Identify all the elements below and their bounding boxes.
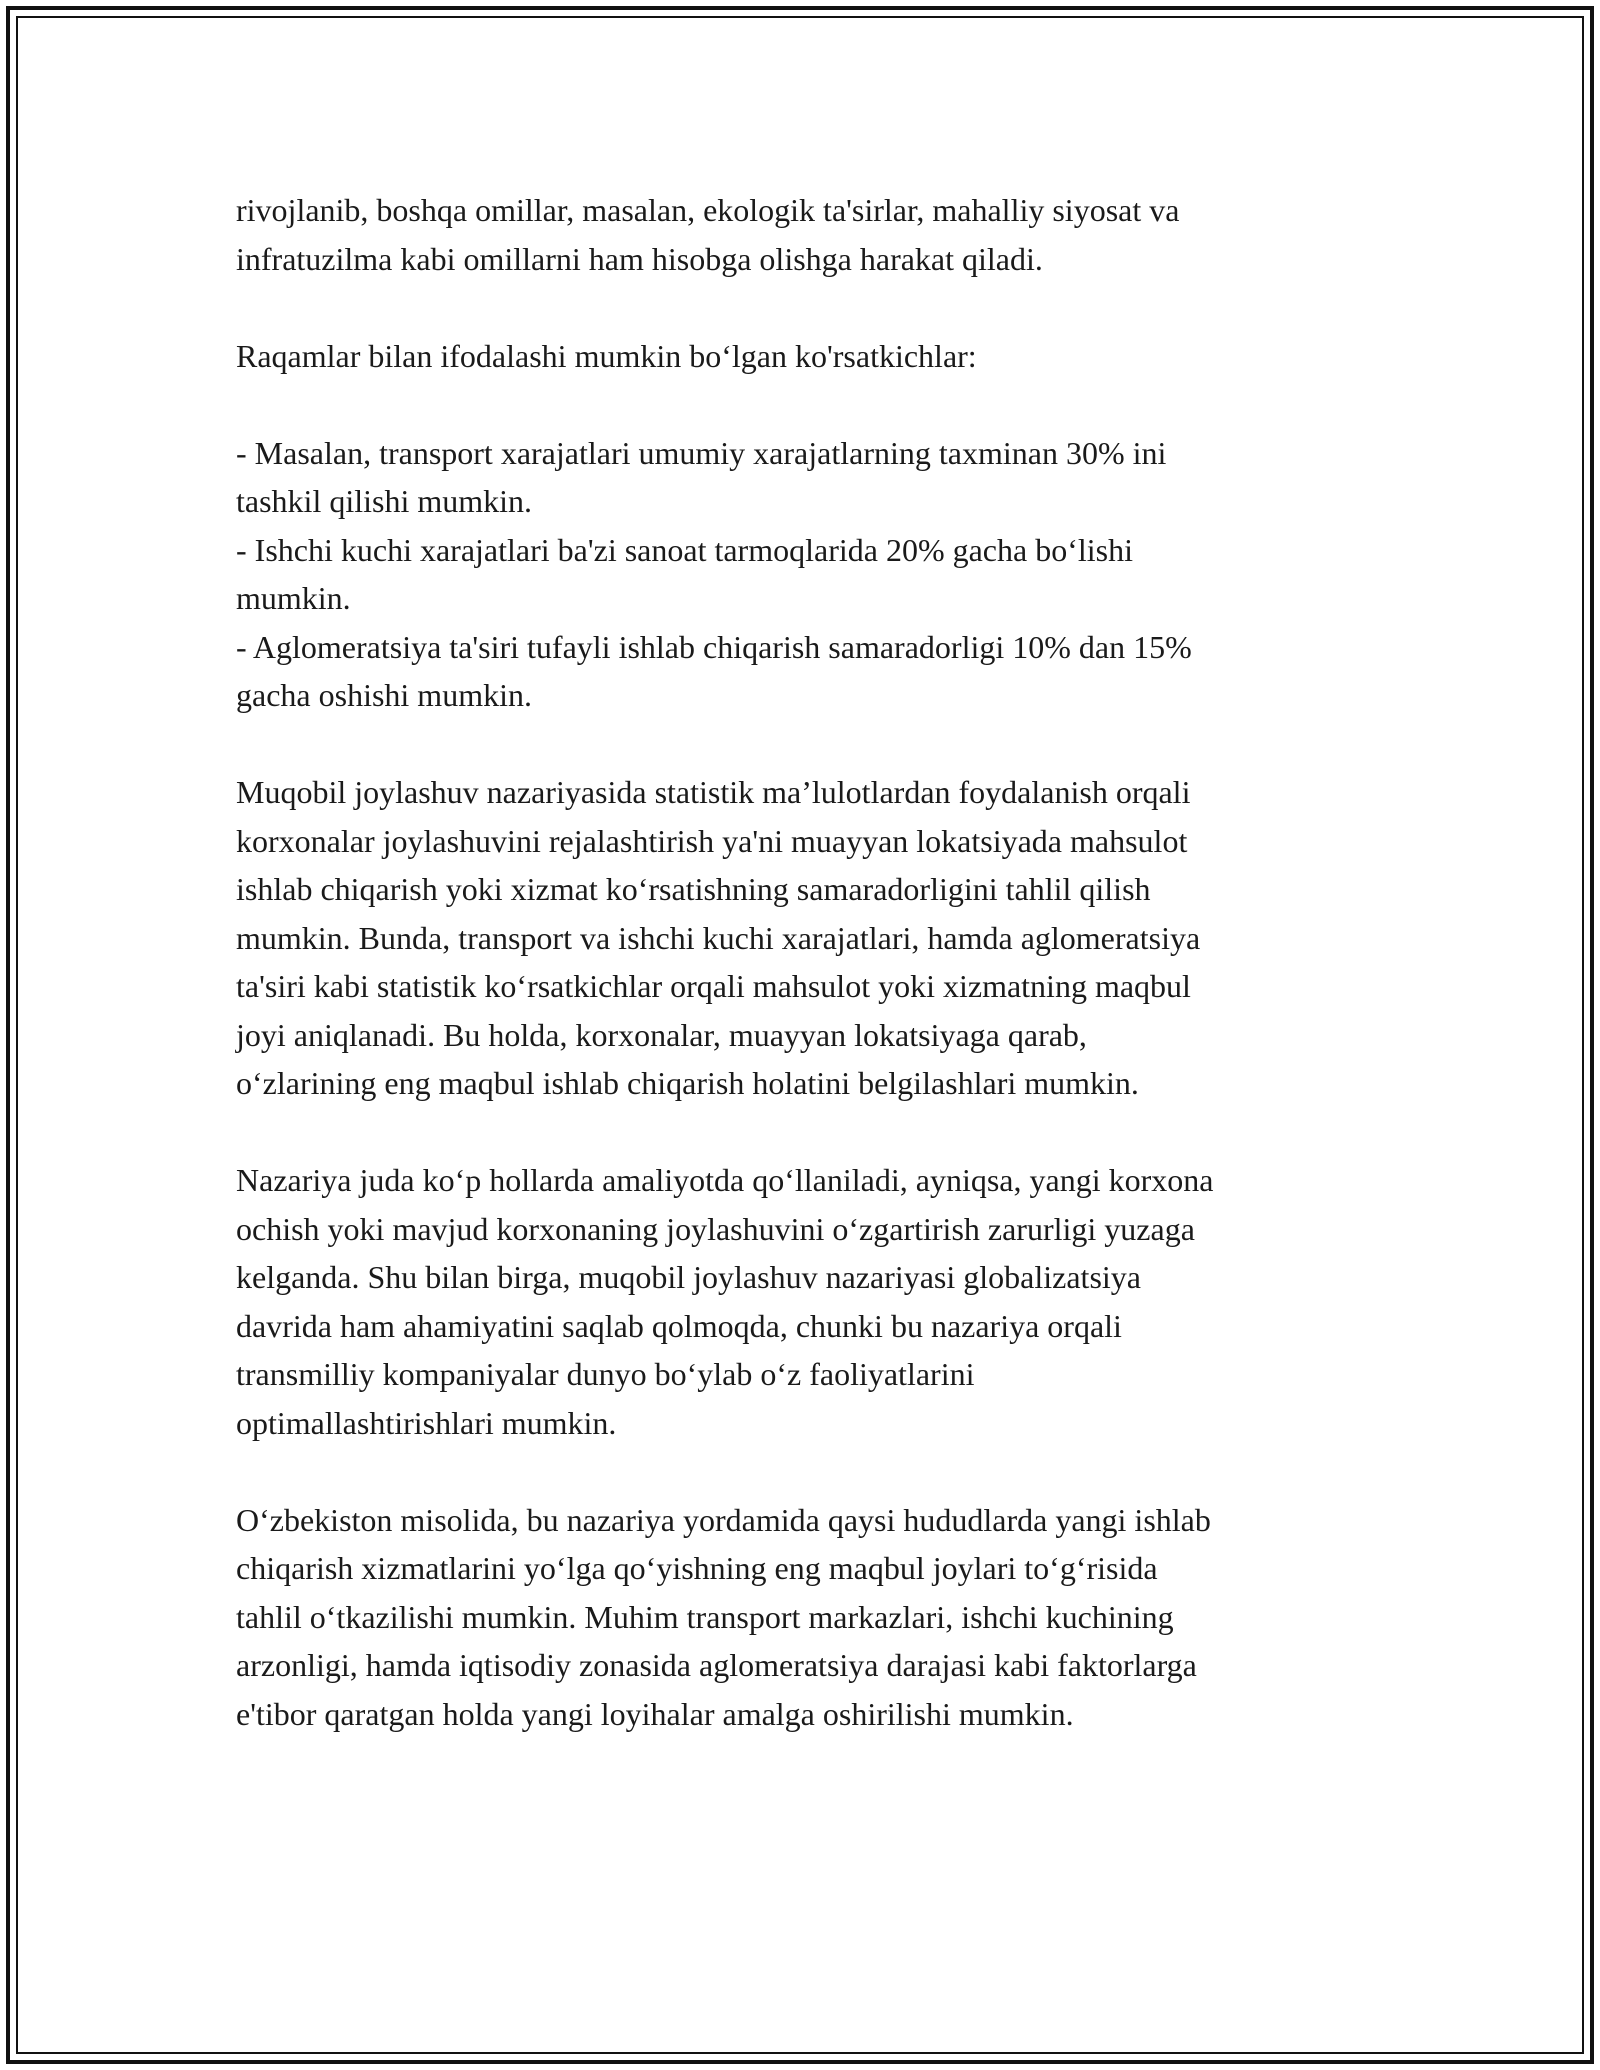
paragraph [236, 429, 1366, 720]
paragraph [236, 1496, 1366, 1739]
paragraph [236, 332, 1366, 381]
text-line: - Ishchi kuchi xarajatlari ba'zi sanoat tarmoqlarida 20% gacha bo‘lishi [236, 531, 1133, 568]
text-line: tahlil o‘tkazilishi mumkin. Muhim transport markazlari, ishchi kuchining [236, 1598, 1174, 1635]
text-line: transmilliy kompaniyalar dunyo bo‘ylab o‘z faoliyatlarini [236, 1356, 975, 1392]
document-body [236, 186, 1366, 1787]
text-line: optimallashtirishlari mumkin. [236, 1404, 617, 1441]
paragraph [236, 186, 1366, 283]
text-line: mumkin. [236, 580, 351, 616]
text-line: rivojlanib, boshqa omillar, masalan, ekologik ta'sirlar, mahalliy siyosat va [236, 192, 1180, 228]
text-line: arzonligi, hamda iqtisodiy zonasida aglomeratsiya darajasi kabi faktorlarga [236, 1647, 1197, 1683]
text-line: Nazariya juda ko‘p hollarda amaliyotda qo‘llaniladi, ayniqsa, yangi korxona [236, 1162, 1214, 1198]
text-line: - Masalan, transport xarajatlari umumiy xarajatlarning taxminan 30% ini [236, 434, 1167, 471]
text-line: infratuzilma kabi omillarni ham hisobga olishga harakat qiladi. [236, 240, 1043, 277]
text-line: chiqarish xizmatlarini yo‘lga qo‘yishning eng maqbul joylari to‘g‘risida [236, 1550, 1158, 1586]
text-line: tashkil qilishi mumkin. [236, 483, 533, 519]
text-line: davrida ham ahamiyatini saqlab qolmoqda, chunki bu nazariya orqali [236, 1307, 1122, 1344]
text-line: o‘zlarining eng maqbul ishlab chiqarish holatini belgilashlari mumkin. [236, 1065, 1139, 1101]
text-line: mumkin. Bunda, transport va ishchi kuchi xarajatlari, hamda aglomeratsiya [236, 919, 1201, 956]
paragraph [236, 768, 1366, 1108]
text-line: Muqobil joylashuv nazariyasida statistik ma’lulotlardan foydalanish orqali [236, 774, 1191, 810]
text-line: gacha oshishi mumkin. [236, 677, 532, 713]
text-line: kelganda. Shu bilan birga, muqobil joylashuv nazariyasi globalizatsiya [236, 1259, 1141, 1295]
text-line: ishlab chiqarish yoki xizmat ko‘rsatishning samaradorligini tahlil qilish [236, 871, 1151, 907]
paragraph [236, 1156, 1366, 1447]
text-line: joyi aniqlanadi. Bu holda, korxonalar, muayyan lokatsiyaga qarab, [236, 1016, 1087, 1053]
text-line: korxonalar joylashuvini rejalashtirish ya'ni muayyan lokatsiyada mahsulot [236, 822, 1188, 859]
text-line: ochish yoki mavjud korxonaning joylashuvini o‘zgartirish zarurligi yuzaga [236, 1210, 1195, 1247]
text-line: ta'siri kabi statistik ko‘rsatkichlar orqali mahsulot yoki xizmatning maqbul [236, 968, 1191, 1004]
text-line: - Aglomeratsiya ta'siri tufayli ishlab chiqarish samaradorligi 10% dan 15% [236, 628, 1192, 665]
text-line: O‘zbekiston misolida, bu nazariya yordamida qaysi hududlarda yangi ishlab [236, 1501, 1211, 1538]
text-line: e'tibor qaratgan holda yangi loyihalar amalga oshirilishi mumkin. [236, 1695, 1074, 1732]
text-line: Raqamlar bilan ifodalashi mumkin bo‘lgan ko'rsatkichlar: [236, 337, 977, 374]
